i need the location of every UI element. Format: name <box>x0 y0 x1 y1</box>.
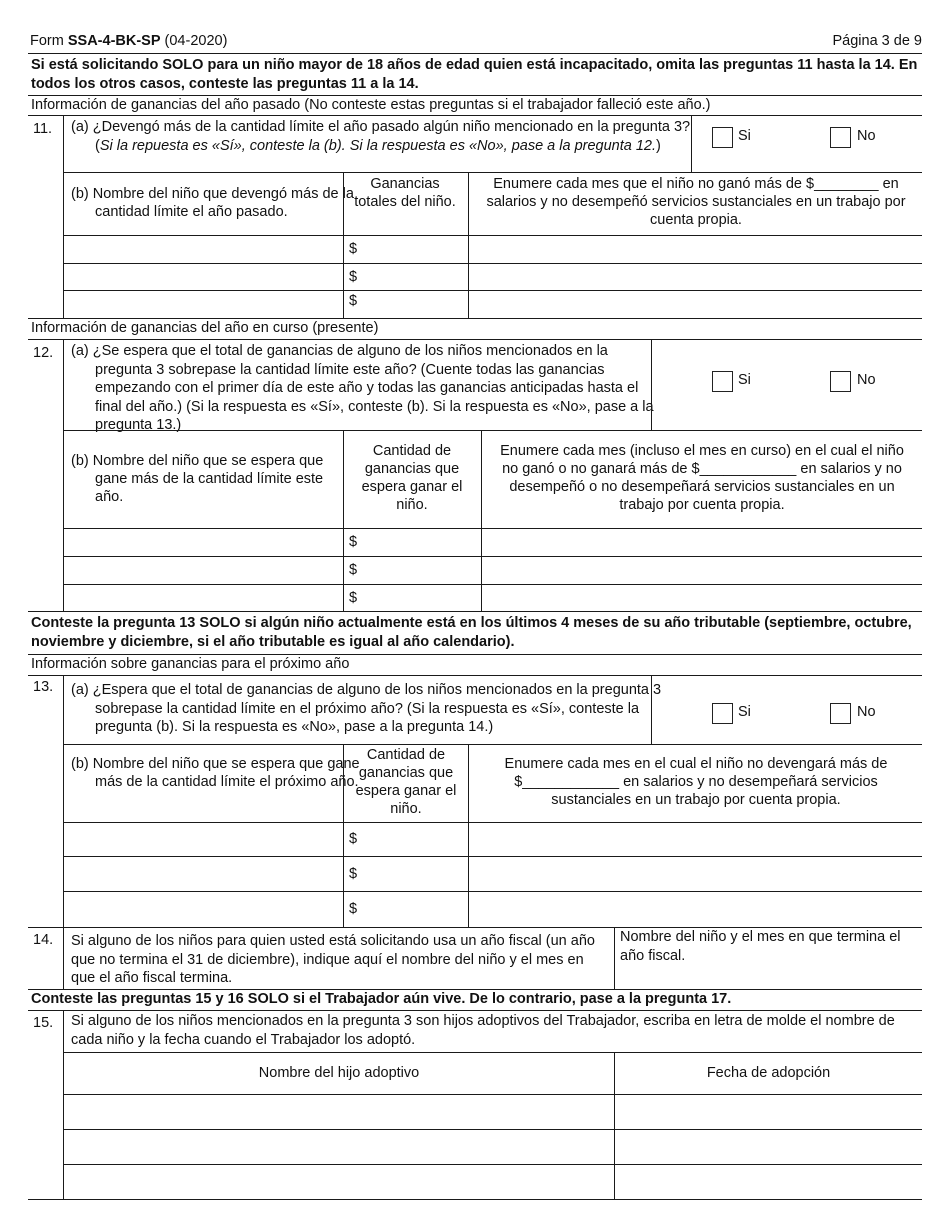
q15-row-2-date[interactable] <box>615 1130 921 1163</box>
q13-yes-checkbox[interactable] <box>712 703 733 724</box>
q15-number: 15. <box>33 1015 54 1031</box>
q12-col-months: Enumere cada mes (incluso el mes en curso) en el cual el niño no ganó o no ganará más de $____________ en salarios y no desempeñó o no desempeñará servicios sustanciales en un trabajo por cuenta propia. <box>500 443 904 513</box>
q11-question-a: (a) ¿Devengó más de la cantidad límite el año pasado algún niño mencionado en la pregunta 3? (Si la repuesta es «Sí», conteste la (b). Si la respuesta es «No», pase a la pregunta 12.) <box>71 119 691 154</box>
q11-row-1-amount[interactable]: $ <box>349 241 358 257</box>
q15-row-1-name[interactable] <box>64 1095 614 1128</box>
q13-question-a: (a) ¿Espera que el total de ganancias de alguno de los niños mencionados en la pregunta 3 sobrepase la cantidad límite en el próximo año? (Si la respuesta es «Sí», conteste la pregunta (b). Si la respuesta es «No», pase a la pregunta 14.) <box>71 682 662 735</box>
q11-row-3-amount[interactable]: $ <box>349 293 358 309</box>
q15-row-1-date[interactable] <box>615 1095 921 1128</box>
current-year-section-title: Información de ganancias del año en curso (presente) <box>31 320 379 336</box>
q11-row-2-amount[interactable]: $ <box>349 269 358 285</box>
q12-no-label: No <box>857 372 876 388</box>
q12-number: 12. <box>33 345 54 361</box>
q12-yes-label: Si <box>738 372 751 388</box>
q13-col-earnings: Cantidad de ganancias que espera ganar el niño. <box>355 747 457 817</box>
q11-col-months: Enumere cada mes que el niño no ganó más de $________ en salarios y no desempeñó servicios sustanciales en un trabajo por cuenta propia. <box>486 176 906 228</box>
q12-question-a: (a) ¿Se espera que el total de ganancias de alguno de los niños mencionados en la pregunta 3 sobrepase la cantidad límite este año? (Cuente todas las ganancias empezando con el primer día de este año y todas las ganancias anticipadas hasta el final del año.) (Si la respuesta es «Sí», conteste (b). Si la respuesta es «No», pase a la pregunta 13.) <box>71 343 654 433</box>
q15-row-3-date[interactable] <box>615 1165 921 1198</box>
q11-no-label: No <box>857 128 876 144</box>
q15-col-name: Nombre del hijo adoptivo <box>258 1065 420 1081</box>
q11-number: 11. <box>33 121 53 137</box>
page-number: Página 3 de 9 <box>832 33 922 49</box>
q13-row-2-amount[interactable]: $ <box>349 866 358 882</box>
next-year-section-title: Información sobre ganancias para el próximo año <box>31 656 350 672</box>
q15-row-2-name[interactable] <box>64 1130 614 1163</box>
q14-answer-field[interactable]: Nombre del niño y el mes en que termina el año fiscal. <box>620 929 901 964</box>
q13-number: 13. <box>33 679 54 695</box>
q15-col-date: Fecha de adopción <box>706 1065 831 1081</box>
q12-row-2-amount[interactable]: $ <box>349 562 358 578</box>
form-id: Form SSA-4-BK-SP (04-2020) <box>30 33 228 49</box>
q12-no-checkbox[interactable] <box>830 371 851 392</box>
q13-col-months: Enumere cada mes en el cual el niño no devengará más de $____________ en salarios y no desempeñará servicios sustanciales en un trabajo por cuenta propia. <box>504 756 888 808</box>
q13-no-label: No <box>857 704 876 720</box>
q12-col-earnings: Cantidad de ganancias que espera ganar el niño. <box>361 443 463 513</box>
q11-no-checkbox[interactable] <box>830 127 851 148</box>
q13-row-1-amount[interactable]: $ <box>349 831 358 847</box>
q13-row-3-amount[interactable]: $ <box>349 901 358 917</box>
q13-no-checkbox[interactable] <box>830 703 851 724</box>
q14-question: Si alguno de los niños para quien usted está solicitando usa un año fiscal (un año que no termina el 31 de diciembre), indique aquí el nombre del niño y el mes en que el año fiscal termina. <box>71 933 595 986</box>
q11-col-earnings: Ganancias totales del niño. <box>354 176 456 210</box>
q15-row-3-name[interactable] <box>64 1165 614 1198</box>
q12-b-label: (b) Nombre del niño que se espera que gane más de la cantidad límite este año. <box>71 453 324 505</box>
q12-row-1-amount[interactable]: $ <box>349 534 358 550</box>
q11-yes-label: Si <box>738 128 751 144</box>
q11-yes-checkbox[interactable] <box>712 127 733 148</box>
q12-row-3-amount[interactable]: $ <box>349 590 358 606</box>
q14-number: 14. <box>33 932 54 948</box>
q13-yes-label: Si <box>738 704 751 720</box>
q11-b-label: (b) Nombre del niño que devengó más de la cantidad límite el año pasado. <box>71 186 354 220</box>
intro-instruction: Si está solicitando SOLO para un niño mayor de 18 años de edad quien está incapacitado, omita las preguntas 11 hasta la 14. En todos los otros casos, conteste las preguntas 11 a la 14. <box>31 57 918 92</box>
q13-instruction: Conteste la pregunta 13 SOLO si algún niño actualmente está en los últimos 4 meses de su año tributable (septiembre, octubre, noviembre y diciembre, si el año tributable es igual al año calendario). <box>31 615 912 650</box>
last-year-section-title: Información de ganancias del año pasado (No conteste estas preguntas si el trabajador falleció este año.) <box>31 97 711 113</box>
q13-b-label: (b) Nombre del niño que se espera que gane más de la cantidad límite el próximo año. <box>71 756 360 790</box>
q12-yes-checkbox[interactable] <box>712 371 733 392</box>
q15-16-instruction: Conteste las preguntas 15 y 16 SOLO si el Trabajador aún vive. De lo contrario, pase a la pregunta 17. <box>31 991 732 1007</box>
q15-question: Si alguno de los niños mencionados en la pregunta 3 son hijos adoptivos del Trabajador, escriba en letra de molde el nombre de cada niño y la fecha cuando el Trabajador los adoptó. <box>71 1013 895 1048</box>
